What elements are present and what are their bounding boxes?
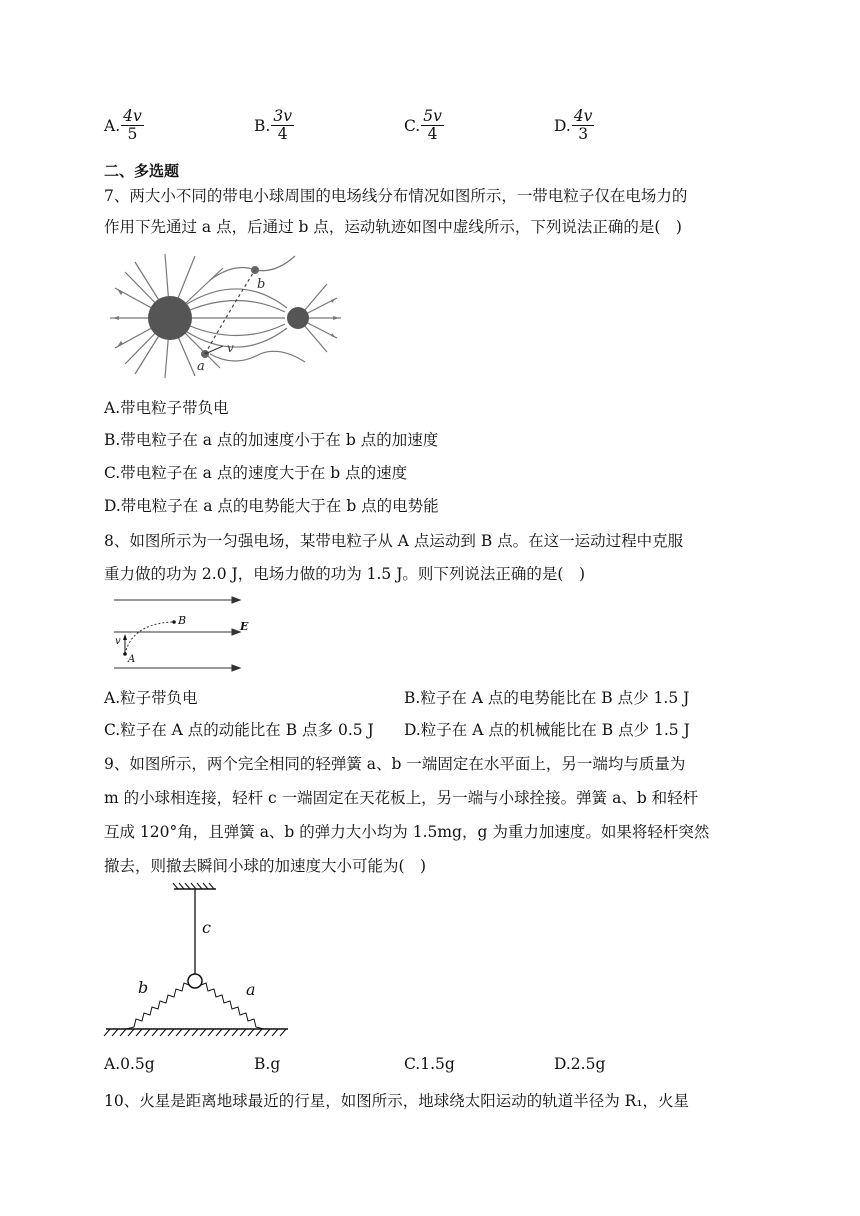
q8-fig-label-e: E xyxy=(240,620,249,633)
q9-spring-figure xyxy=(104,883,294,1043)
q7-option-a: A.带电粒子带负电 xyxy=(104,399,229,417)
q8-fig-label-a: A xyxy=(128,654,136,665)
q7-option-d: D.带电粒子在 a 点的电势能大于在 b 点的电势能 xyxy=(104,497,439,515)
q7-field-line-figure xyxy=(105,250,345,380)
q8-option-a: A.粒子带负电 xyxy=(104,689,198,707)
q8-fig-label-v: v xyxy=(115,636,121,647)
q9-fig-label-b: b xyxy=(138,978,149,997)
q8-stem-line2: 重力做的功为 2.0 J，电场力做的功为 1.5 J。则下列说法正确的是( ) xyxy=(104,565,586,583)
q8-option-d: D.粒子在 A 点的机械能比在 B 点少 1.5 J xyxy=(404,721,690,739)
q7-fig-label-v: v xyxy=(227,341,234,355)
q7-option-b: B.带电粒子在 a 点的加速度小于在 b 点的加速度 xyxy=(104,431,439,449)
q8-stem-line1: 8、如图所示为一匀强电场，某带电粒子从 A 点运动到 B 点。在这一运动过程中克服 xyxy=(104,532,684,550)
q7-fig-label-b: b xyxy=(257,277,266,292)
q9-fig-label-c: c xyxy=(202,918,211,937)
q8-fig-label-b: B xyxy=(178,614,187,627)
q7-fig-label-a: a xyxy=(197,359,205,374)
q9-stem-line1: 9、如图所示，两个完全相同的轻弹簧 a、b 一端固定在水平面上，另一端均与质量为 xyxy=(104,755,686,773)
q8-option-b: B.粒子在 A 点的电势能比在 B 点少 1.5 J xyxy=(404,689,690,707)
section-title: 二、多选题 xyxy=(104,162,180,180)
q8-option-c: C.粒子在 A 点的动能比在 B 点多 0.5 J xyxy=(104,721,374,739)
q9-stem-line3: 互成 120°角，且弹簧 a、b 的弹力大小均为 1.5mg，g 为重力加速度。如果将轻杆突然 xyxy=(104,823,710,841)
q6-choice-b: B. $\frac{3v}{4}$ xyxy=(254,107,292,144)
q9-stem-line4: 撤去，则撤去瞬间小球的加速度大小可能为( ) xyxy=(104,857,427,875)
q10-stem-line1: 10、火星是距离地球最近的行星，如图所示，地球绕太阳运动的轨道半径为 R₁，火星 xyxy=(104,1092,690,1110)
q6-choice-a: A. $\frac{4v}{5}$ xyxy=(104,107,142,144)
q9-option-c: C.1.5g xyxy=(404,1055,455,1073)
q8-uniform-field-figure xyxy=(112,594,262,674)
q7-stem-line1: 7、两大小不同的带电小球周围的电场线分布情况如图所示，一带电粒子仅在电场力的 xyxy=(104,187,688,205)
q9-option-d: D.2.5g xyxy=(554,1055,606,1073)
q9-option-a: A.0.5g xyxy=(104,1055,155,1073)
q7-option-c: C.带电粒子在 a 点的速度大于在 b 点的速度 xyxy=(104,464,408,482)
q6-choice-d: D. $\frac{4v}{3}$ xyxy=(554,107,593,144)
q7-stem-line2: 作用下先通过 a 点，后通过 b 点，运动轨迹如图中虚线所示，下列说法正确的是( ) xyxy=(104,218,682,236)
q6-choice-c: C. $\frac{5v}{4}$ xyxy=(404,107,442,144)
q9-option-b: B.g xyxy=(254,1055,281,1073)
q9-stem-line2: m 的小球相连接，轻杆 c 一端固定在天花板上，另一端与小球拴接。弹簧 a、b 和轻杆 xyxy=(104,789,699,807)
q9-fig-label-a: a xyxy=(246,980,256,999)
